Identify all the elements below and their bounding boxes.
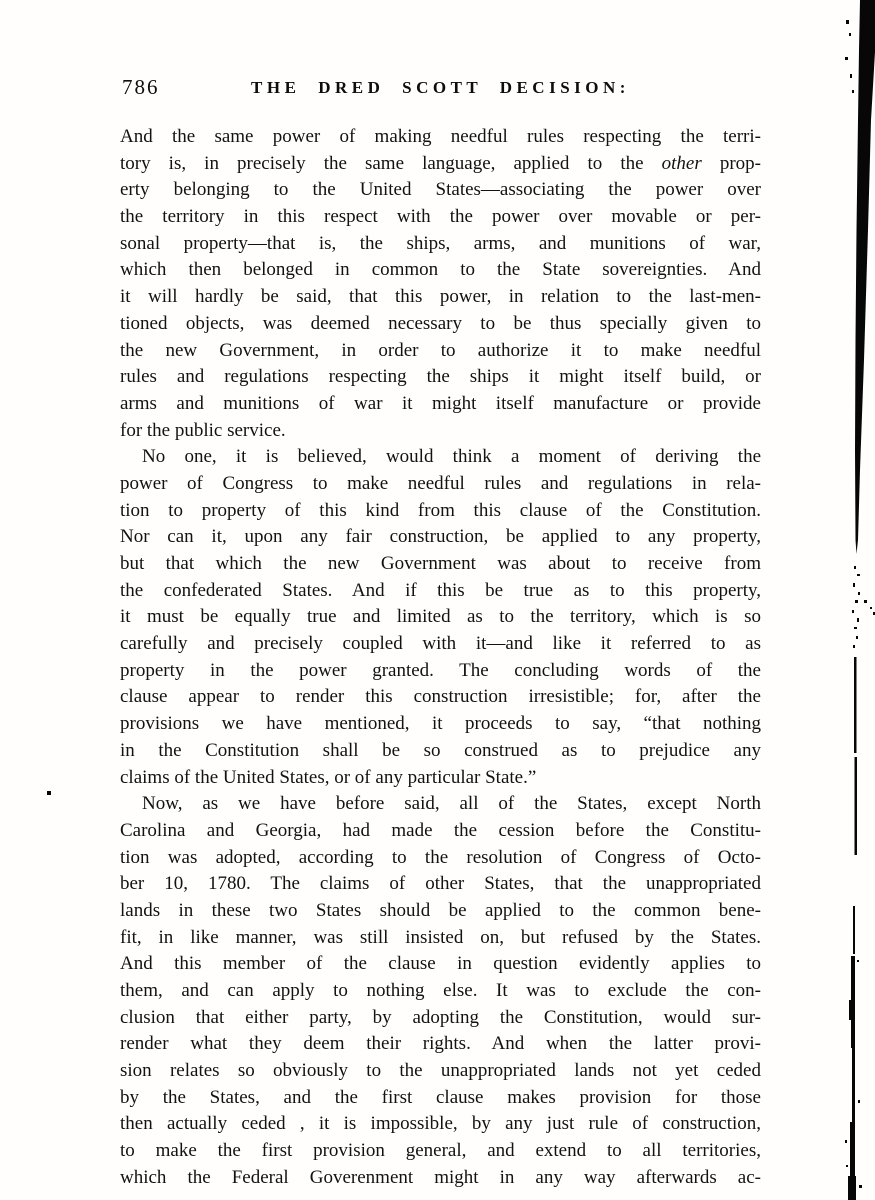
text-line: the confederated States. And if this be true as to this property, [120,579,761,601]
text-line: by the States, and the first clause makes provision for those [120,1086,761,1108]
text-line: sonal property—that is, the ships, arms, and munitions of war, [120,232,761,254]
text-line: which the Federal Goverenment might in any way afterwards ac- [120,1166,761,1188]
text-line: rules and regulations respecting the ships it might itself build, or [120,366,761,388]
text-line: which then belonged in common to the State sovereignties. And [120,259,761,281]
text-line: sion relates so obviously to the unappropriated lands not yet ceded [120,1060,761,1082]
text-line: then actually ceded , it is impossible, by any just rule of construction, [120,1113,761,1135]
text-line: tion was adopted, according to the resolution of Congress of Octo- [120,846,761,868]
text-line: to make the first provision general, and extend to all territories, [120,1140,761,1162]
text-line: provisions we have mentioned, it proceeds to say, “that nothing [120,713,761,735]
text-line: erty belonging to the United States—associating the power over [120,179,761,201]
running-title: THE DRED SCOTT DECISION: [251,78,630,97]
text-line: tioned objects, was deemed necessary to be thus specially given to [120,312,761,334]
text-line: property in the power granted. The concluding words of the [120,659,761,681]
text-line: in the Constitution shall be so construed as to prejudice any [120,739,761,761]
text-line: claims of the United States, or of any particular State.” [120,766,537,788]
text-line: the territory in this respect with the power over movable or per- [120,206,761,228]
text-line: Nor can it, upon any fair construction, be applied to any property, [120,526,761,548]
page-header [120,74,761,104]
text-line: render what they deem their rights. And when the latter provi- [120,1033,761,1055]
text-line: Carolina and Georgia, had made the cession before the Constitu- [120,819,761,841]
text-line: No one, it is believed, would think a moment of deriving the [142,446,761,468]
text-line: ber 10, 1780. The claims of other States, that the unappropriated [120,873,761,895]
text-line: tory is, in precisely the same language, applied to the other prop- [120,152,761,174]
italic-text: other [661,152,702,174]
page-number: 786 [122,75,160,99]
page-text-block [120,124,761,1192]
text-line: it must be equally true and limited as to the territory, which is so [120,606,761,628]
text-line: lands in these two States should be applied to the common bene- [120,899,761,921]
text-line: them, and can apply to nothing else. It was to exclude the con- [120,980,761,1001]
text-line: carefully and precisely coupled with it—and like it referred to as [120,633,761,655]
text-line: power of Congress to make needful rules and regulations in rela- [120,472,761,494]
text-line: the new Government, in order to authorize it to make needful [120,339,761,361]
text-line: arms and munitions of war it might itself manufacture or provide [120,392,761,414]
text-line: And this member of the clause in question evidently applies to [120,953,761,975]
text-line: tion to property of this kind from this clause of the Constitution. [120,499,761,521]
text-line: clusion that either party, by adopting the Constitution, would sur- [120,1006,761,1028]
text-line: but that which the new Government was about to receive from [120,553,761,574]
text-line: Now, as we have before said, all of the States, except North [142,793,761,815]
text-line: fit, in like manner, was still insisted on, but refused by the States. [120,926,761,948]
text-line: And the same power of making needful rules respecting the terri- [120,126,761,147]
text-line: clause appear to render this construction irresistible; for, after the [120,686,761,708]
text-line: it will hardly be said, that this power, in relation to the last-men- [120,286,761,308]
text-line: for the public service. [120,419,286,441]
